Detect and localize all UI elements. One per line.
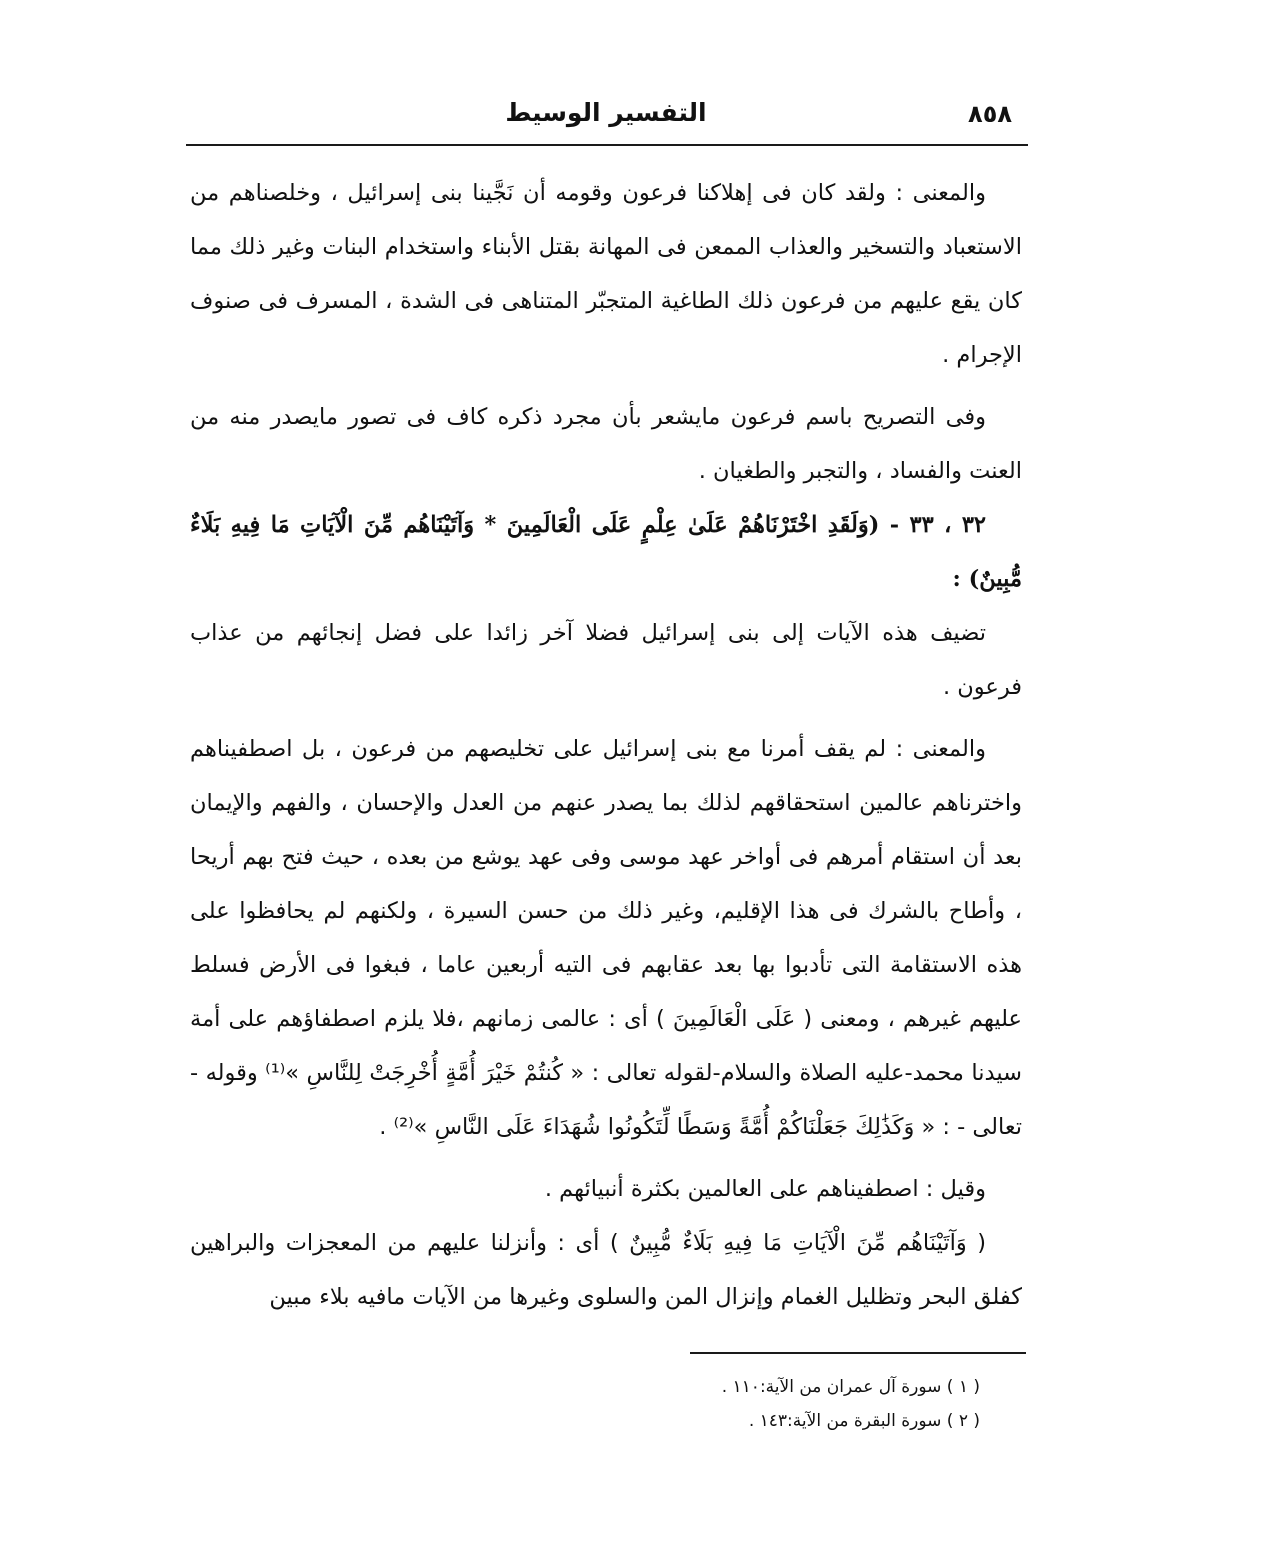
running-title: التفسير الوسيط <box>505 98 707 127</box>
page-number: ٨٥٨ <box>968 100 1012 128</box>
main-text <box>190 166 1022 1324</box>
paragraph-pharaoh-mention: وفى التصريح باسم فرعون مايشعر بأن مجرد ذكره كاف فى تصور مايصدر منه من العنت والفساد ، والتجبر والطغيان . <box>190 404 1022 484</box>
paragraph-signs: ( وَآتَيْنَاهُم مِّنَ الْآيَاتِ مَا فِيهِ بَلَاءٌ مُّبِينٌ ) أى : وأنزلنا عليهم من المعجزات والبراهين كفلق البحر وتظليل الغمام وإنزال المن والسلوى وغيرها من الآيات مافيه بلاء مبين <box>190 1230 1022 1310</box>
footnote-divider <box>690 1352 1026 1354</box>
paragraph-meaning-2: والمعنى : لم يقف أمرنا مع بنى إسرائيل على تخليصهم من فرعون ، بل اصطفيناهم واخترناهم عالمين استحقاقهم لذلك بما يصدر عنهم من العدل والإحسان ، والفهم والإيمان بعد أن استقام أمرهم فى أواخر عهد موسى وفى عهد يوشع من بعده ، حيث فتح بهم أريحا ، وأطاح بالشرك فى هذا الإقليم، وغير ذلك من حسن السيرة ، ولكنهم لم يحافظوا على هذه الاستقامة التى تأدبوا بها بعد عقابهم فى التيه أربعين عاما ، فبغوا فى الأرض فسلط عليهم غيرهم ، ومعنى ( عَلَى الْعَالَمِينَ ) أى : عالمى زمانهم ،فلا يلزم اصطفاؤهم على أمة سيدنا محمد-عليه الصلاة والسلام-لقوله تعالى : « كُنتُمْ خَيْرَ أُمَّةٍ أُخْرِجَتْ لِلنَّاسِ »⁽¹⁾ وقوله - تعالى - : « وَكَذَٰلِكَ جَعَلْنَاكُمْ أُمَّةً وَسَطًا لِّتَكُونُوا شُهَدَاءَ عَلَى النَّاسِ »⁽²⁾ . <box>190 736 1022 1140</box>
paragraph-verses-intro: تضيف هذه الآيات إلى بنى إسرائيل فضلا آخر زائدا على فضل إنجائهم من عذاب فرعون . <box>190 620 1022 700</box>
paragraph-meaning-1: والمعنى : ولقد كان فى إهلاكنا فرعون وقومه أن نَجَّينا بنى إسرائيل ، وخلصناهم من الاستعباد والتسخير والعذاب الممعن فى المهانة بقتل الأبناء واستخدام البنات وغير ذلك مما كان يقع عليهم من فرعون ذلك الطاغية المتجبّر المتناهى فى الشدة ، المسرف فى صنوف الإجرام . <box>190 180 1022 368</box>
paragraph-verse-32-33: ٣٢ ، ٣٣ - (وَلَقَدِ اخْتَرْنَاهُمْ عَلَىٰ عِلْمٍ عَلَى الْعَالَمِينَ * وَآتَيْنَاهُم مِّنَ الْآيَاتِ مَا فِيهِ بَلَاءٌ مُّبِينٌ) : <box>190 512 1022 592</box>
paragraph-alternative-view: وقيل : اصطفيناهم على العالمين بكثرة أنبيائهم . <box>544 1176 986 1202</box>
footnote-2: ( ٢ ) سورة البقرة من الآية:١٤٣ . <box>748 1411 980 1431</box>
page-header <box>186 96 1026 136</box>
footnote-1: ( ١ ) سورة آل عمران من الآية:١١٠ . <box>721 1377 980 1397</box>
footnotes <box>500 1370 980 1438</box>
header-divider <box>186 144 1028 146</box>
